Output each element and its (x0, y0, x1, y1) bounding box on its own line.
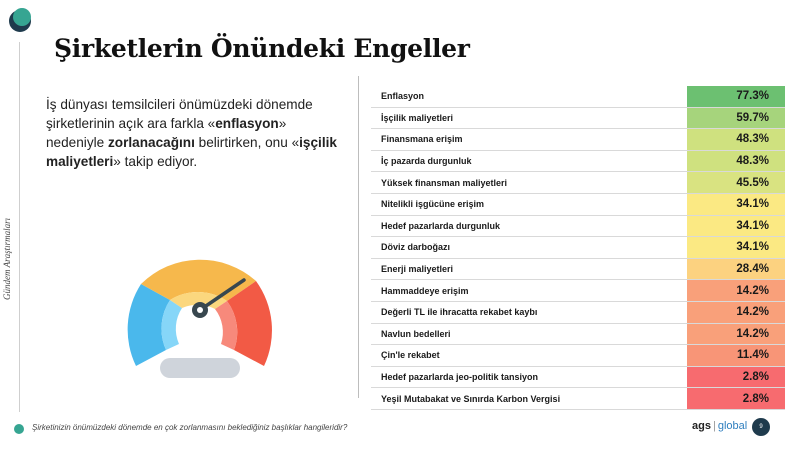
intro-paragraph (46, 95, 346, 171)
row-value: 45.5% (687, 172, 785, 194)
table-row (371, 150, 785, 172)
logo-brand: ags (692, 420, 711, 432)
row-label: Yüksek finansman maliyetleri (371, 172, 687, 194)
table-row (371, 323, 785, 345)
gauge-illustration-icon (100, 218, 300, 388)
table-row (371, 388, 785, 410)
row-value: 14.2% (687, 301, 785, 323)
table-row (371, 215, 785, 237)
logo-sub: global (717, 420, 748, 432)
row-value: 2.8% (687, 388, 785, 410)
row-label: Döviz darboğazı (371, 237, 687, 259)
row-value: 48.3% (687, 129, 785, 151)
footer-dot-icon (14, 424, 24, 434)
row-label: Değerli TL ile ihracatta rekabet kaybı (371, 301, 687, 323)
row-value: 14.2% (687, 323, 785, 345)
row-label: Hammaddeye erişim (371, 280, 687, 302)
intro-text-4: » takip ediyor. (113, 154, 198, 169)
row-label: Çin'le rekabet (371, 345, 687, 367)
table-row (371, 366, 785, 388)
table-row (371, 237, 785, 259)
logo-separator: | (712, 420, 716, 432)
row-value: 14.2% (687, 280, 785, 302)
page-number: 9 (752, 418, 770, 436)
table-row (371, 301, 785, 323)
row-label: Hedef pazarlarda durgunluk (371, 215, 687, 237)
row-value: 34.1% (687, 237, 785, 259)
row-value: 77.3% (687, 86, 785, 107)
intro-text-1: İş dünyası temsilcileri önümüzdeki dönemde şirketlerinin açık ara farkla « (46, 97, 313, 131)
row-value: 34.1% (687, 215, 785, 237)
row-value: 48.3% (687, 150, 785, 172)
table-row (371, 193, 785, 215)
row-label: Navlun bedelleri (371, 323, 687, 345)
sidebar-divider (19, 42, 20, 412)
row-label: Yeşil Mutabakat ve Sınırda Karbon Vergisi (371, 388, 687, 410)
sidebar-label: Gündem Araştırmaları (2, 217, 12, 300)
row-value: 59.7% (687, 107, 785, 129)
intro-text-2: » nedeniyle (46, 116, 287, 150)
row-label: İşçilik maliyetleri (371, 107, 687, 129)
table-row (371, 280, 785, 302)
intro-bold-1: enflasyon (215, 116, 279, 131)
table-row (371, 172, 785, 194)
row-label: İç pazarda durgunluk (371, 150, 687, 172)
intro-bold-2: zorlanacağını (107, 135, 195, 150)
row-label: Enflasyon (371, 86, 687, 107)
row-value: 2.8% (687, 366, 785, 388)
brand-dot-icon (9, 10, 31, 32)
table-row (371, 345, 785, 367)
row-value: 28.4% (687, 258, 785, 280)
table-row (371, 107, 785, 129)
obstacles-table (371, 86, 785, 410)
table-row (371, 86, 785, 107)
row-label: Nitelikli işgücüne erişim (371, 193, 687, 215)
vertical-divider (358, 76, 359, 398)
row-value: 34.1% (687, 193, 785, 215)
table-row (371, 129, 785, 151)
row-label: Finansmana erişim (371, 129, 687, 151)
row-value: 11.4% (687, 345, 785, 367)
intro-text-3: belirtirken, onu « (194, 135, 300, 150)
intro-bold-3: işçilik maliyetleri (46, 135, 337, 169)
row-label: Hedef pazarlarda jeo-politik tansiyon (371, 366, 687, 388)
table-row (371, 258, 785, 280)
page-title: Şirketlerin Önündeki Engeller (54, 34, 470, 63)
row-label: Enerji maliyetleri (371, 258, 687, 280)
ags-global-logo (692, 420, 747, 432)
footer-question: Şirketinizin önümüzdeki dönemde en çok zorlanmasını beklediğiniz başlıklar hangileridir? (32, 423, 348, 432)
